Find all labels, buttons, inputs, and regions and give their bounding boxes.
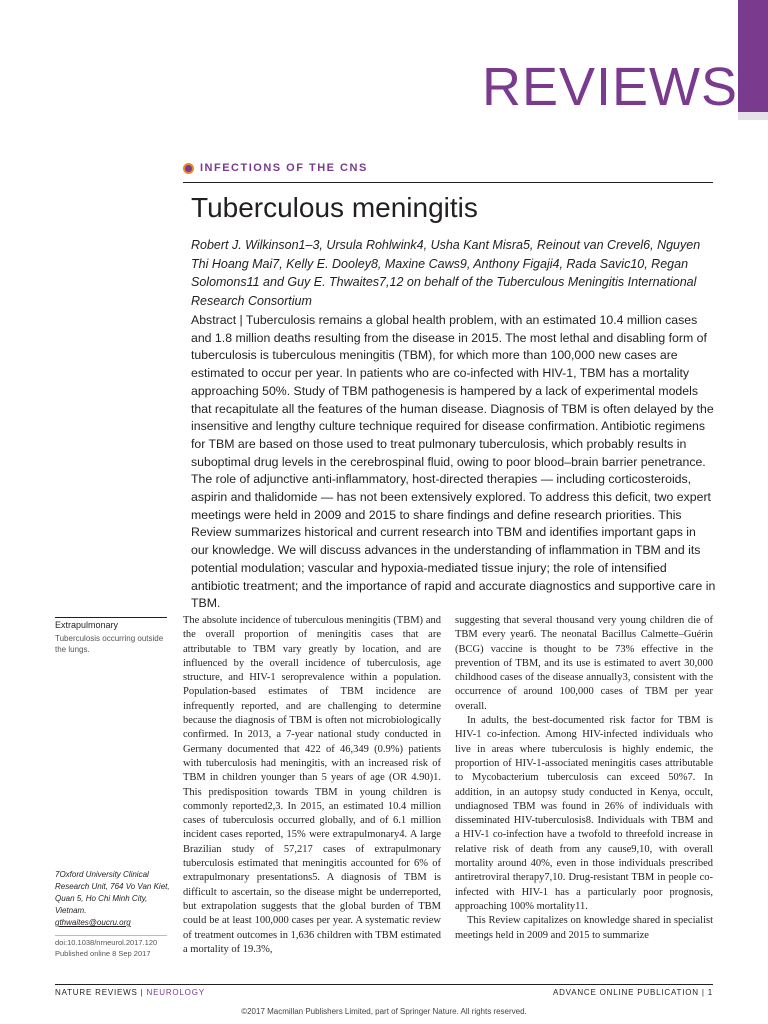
body-paragraph: suggesting that several thousand very young children die of TBM every year6. The neonatal Bacillus Calmette–Guérin (BCG) vaccine is thought to be 73% effective in the prevention of TBM, and its use is estimated to avert 30,000 childhood cases of the disease annually3, consistent with the occurrence of around 100,000 cases of TBM per year overall.: [455, 615, 713, 712]
category-icon: [183, 163, 194, 174]
footer-divider: [55, 984, 713, 985]
glossary-term: Extrapulmonary: [55, 620, 119, 630]
doi-link[interactable]: doi:10.1038/nrneurol.2017.120: [55, 938, 158, 947]
doi-divider: [55, 935, 167, 936]
section-header: REVIEWS: [482, 57, 739, 117]
title-divider: [183, 182, 713, 183]
glossary-definition: Tuberculosis occurring outside the lungs.: [55, 634, 164, 654]
abstract-text: Tuberculosis remains a global health problem, with an estimated 10.4 million cases and 1.8 million deaths resulting from the disease in 2015. The most lethal and disabling form of tuberculosis is tuberculous meningitis (TBM), for which more than 100,000 new cases are estimated to occur per year. In patients who are co-infected with HIV-1, TBM has a mortality approaching 50%. Study of TBM pathogenesis is hampered by a lack of experimental models that recapitulate all the features of the human disease. Diagnosis of TBM is often delayed by the insensitive and lengthy culture technique required for disease confirmation. Antibiotic regimens for TBM are based on those used to treat pulmonary tuberculosis, which probably results in suboptimal drug levels in the cerebrospinal fluid, owing to poor blood–brain barrier penetrance. The role of adjunctive anti-inflammatory, host-directed therapies — including corticosteroids, aspirin and thalidomide — has not been extensively explored. To address this deficit, two expert meetings were held in 2009 and 2015 to share findings and define research priorities. This Review summarizes historical and current research into TBM and identifies important gaps in our knowledge. We will discuss advances in the understanding of inflammation in TBM and its potential modulation; vascular and hypoxia-mediated tissue injury; the role of intensified antibiotic treatment; and the importance of rapid and accurate diagnostics and supportive care in TBM.: [191, 313, 716, 611]
doi-block: [55, 938, 157, 959]
body-paragraph: The absolute incidence of tuberculous meningitis (TBM) and the overall proportion of meningitis cases that are attributable to TBM vary greatly by location, and are influenced by the overall incidence of tuberculosis, age structure, and HIV-1 seroprevalence within a population. Population-based estimates of TBM incidence are infrequently reported, and are challenging to determine because the diagnosis of TBM is often not microbiologically confirmed. In 2013, a 7-year national study conducted in Germany documented that 422 of 46,349 (0.9%) patients with tuberculosis had meningitis, with an increased risk of TBM in children younger than 5 years of age (OR 4.90)1. This predisposition towards TBM in young children is commonly reported2,3. In 2015, an estimated 10.4 million cases of tuberculosis occurred globally, and of 6.1 million incident cases reported, 15% were extrapulmonary4. A large Brazilian study of 57,217 cases of extrapulmonary tuberculosis estimated that meningitis accounted for 6% of extrapulmonary presentations5. A diagnosis of TBM is difficult to ascertain, so the disease might be underreported, but extrapolation suggests that the global burden of TBM could be at least 100,000 cases per year. A systematic review of treatment outcomes in 1,636 children with TBM estimated a mortality of 19.3%,: [183, 615, 441, 955]
abstract: [191, 312, 716, 613]
footer-page-info: ADVANCE ONLINE PUBLICATION | 1: [552, 988, 713, 997]
section-color-tab: [738, 0, 768, 120]
category-text: INFECTIONS OF THE CNS: [200, 162, 368, 174]
author-list: Robert J. Wilkinson1–3, Ursula Rohlwink4, Usha Kant Misra5, Reinout van Crevel6, Nguyen Thi Hoang Mai7, Kelly E. Dooley8, Maxine Caws9, Anthony Figaji4, Rada Savic10, Regan Solomons11 and Guy E. Thwaites7,12 on behalf of the Tuberculous Meningitis International Research Consortium: [191, 238, 701, 308]
article-title: Tuberculous meningitis: [191, 192, 478, 223]
publication-date: Published online 8 Sep 2017: [55, 948, 151, 958]
affiliation-address: 7Oxford University Clinical Research Unit, 764 Vo Van Kiet, Quan 5, Ho Chi Minh City, Vietnam.: [55, 870, 170, 915]
affiliation: [55, 869, 175, 929]
body-column-2: [455, 614, 713, 943]
category-label: [183, 162, 368, 174]
abstract-label: Abstract |: [191, 313, 246, 327]
glossary-divider: [55, 617, 167, 618]
footer-journal: [55, 988, 205, 997]
footer-journal-prefix: NATURE REVIEWS |: [55, 988, 147, 997]
body-paragraph: In adults, the best-documented risk factor for TBM is HIV-1 co-infection. Among HIV-infected individuals who live in areas where tuberculosis is highly endemic, the proportion of HIV-1-associated meningitis cases attributable to Mycobacterium tuberculosis can exceed 50%7. In addition, in an autopsy study conducted in Kenya, occult, undiagnosed TBM was found in 26% of individuals with disseminated HIV-tuberculosis8. Individuals with TBM and a HIV-1 co-infection have a twofold to threefold increase in relative risk of death from any cause9,10, with overall mortality around 40%, even in those individuals prescribed antiretroviral therapy7,10. Drug-resistant TBM in people co-infected with HIV-1 has a particularly poor prognosis, approaching 100% mortality11.: [455, 715, 713, 912]
author-email-link[interactable]: gthwaites@oucru.org: [55, 918, 131, 927]
body-column-1: [183, 614, 441, 957]
copyright-notice: ©2017 Macmillan Publishers Limited, part of Springer Nature. All rights reserved.: [241, 1007, 527, 1016]
footer-journal-name: NEUROLOGY: [146, 988, 205, 997]
body-paragraph: This Review capitalizes on knowledge shared in specialist meetings held in 2009 and 2015 to summarize: [455, 915, 713, 941]
